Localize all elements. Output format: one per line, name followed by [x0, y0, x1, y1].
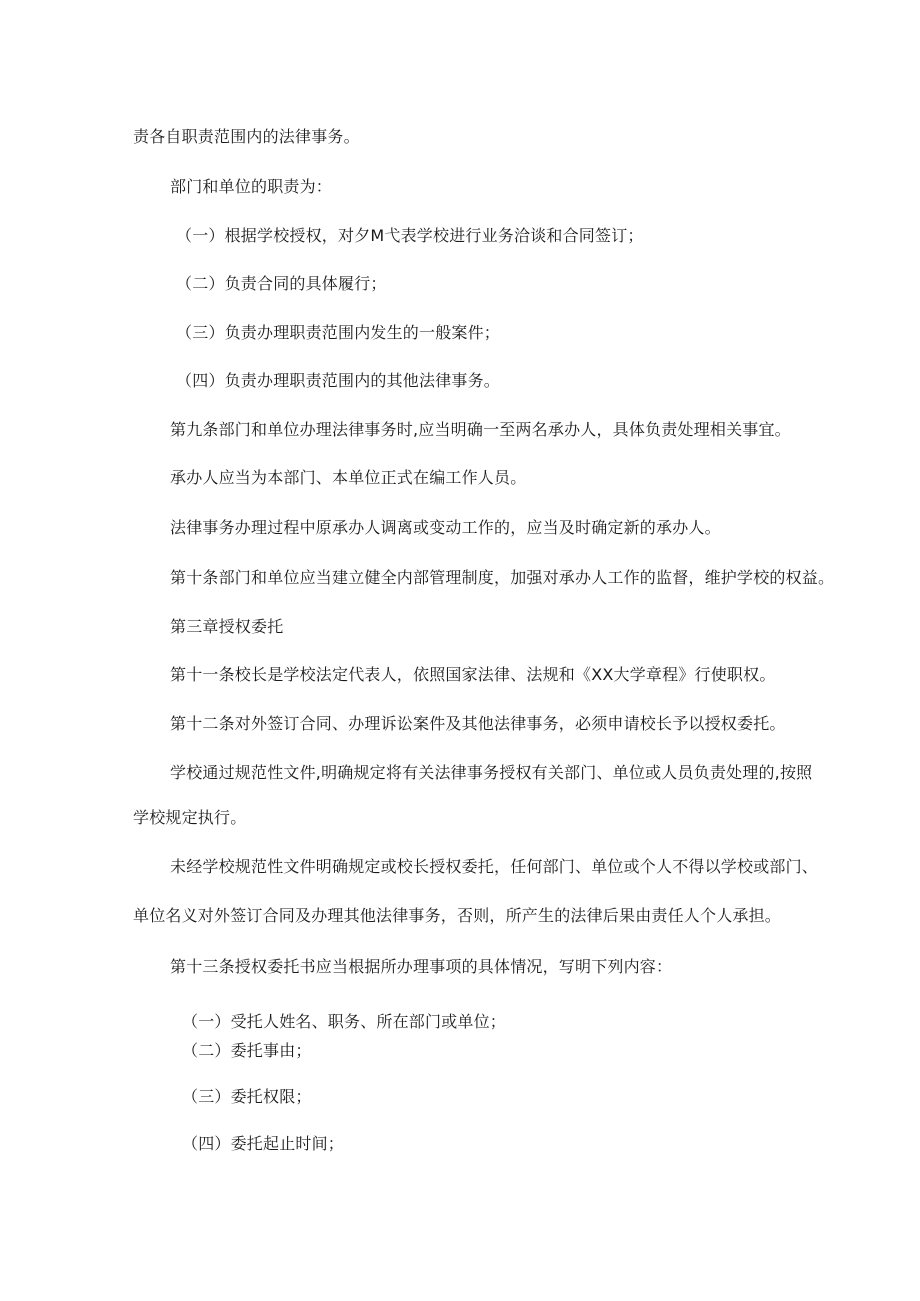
list-item: （一）根据学校授权，对夕M弋表学校进行业务洽谈和合同签订； [176, 226, 644, 245]
text-line: 学校通过规范性文件,明确规定将有关法律事务授权有关部门、单位或人员负责处理的,按照 [170, 763, 813, 782]
list-item: （一）受托人姓名、职务、所在部门或单位； [182, 1012, 507, 1031]
text-line: 未经学校规范性文件明确规定或校长授权委托，任何部门、单位或个人不得以学校或部门、 [170, 857, 819, 876]
text-line: 第十三条授权委托书应当根据所办理事项的具体情况，写明下列内容： [170, 957, 673, 976]
chapter-heading: 第三章授权委托 [170, 617, 284, 636]
list-item: （二）委托事由； [182, 1041, 312, 1060]
text-line: 部门和单位的职责为： [170, 177, 333, 196]
text-line: 法律事务办理过程中原承办人调离或变动工作的，应当及时确定新的承办人。 [170, 518, 721, 537]
text-line: 单位名义对外签订合同及办理其他法律事务，否则，所产生的法律后果由责任人个人承担。 [133, 906, 782, 925]
list-item: （四）负责办理职责范围内的其他法律事务。 [176, 371, 501, 390]
list-item: （四）委托起止时间； [182, 1134, 345, 1153]
text-line: 第十二条对外签订合同、办理诉讼案件及其他法律事务，必须申请校长予以授权委托。 [170, 714, 786, 733]
list-item: （三）负责办理职责范围内发生的一般案件； [176, 323, 501, 342]
text-line: 第十条部门和单位应当建立健全内部管理制度，加强对承办人工作的监督，维护学校的权益。 [170, 568, 835, 587]
text-line: 责各自职责范围内的法律事务。 [133, 127, 360, 146]
text-line: 第九条部门和单位办理法律事务时,应当明确一至两名承办人，具体负责处理相关事宜。 [170, 420, 791, 439]
list-item: （三）委托权限； [182, 1087, 312, 1106]
text-line: 学校规定执行。 [133, 808, 247, 827]
text-line: 第十一条校长是学校法定代表人，依照国家法律、法规和《XX大学章程》行使职权。 [170, 665, 776, 684]
text-line: 承办人应当为本部门、本单位正式在编工作人员。 [170, 468, 527, 487]
list-item: （二）负责合同的具体履行； [176, 274, 387, 293]
